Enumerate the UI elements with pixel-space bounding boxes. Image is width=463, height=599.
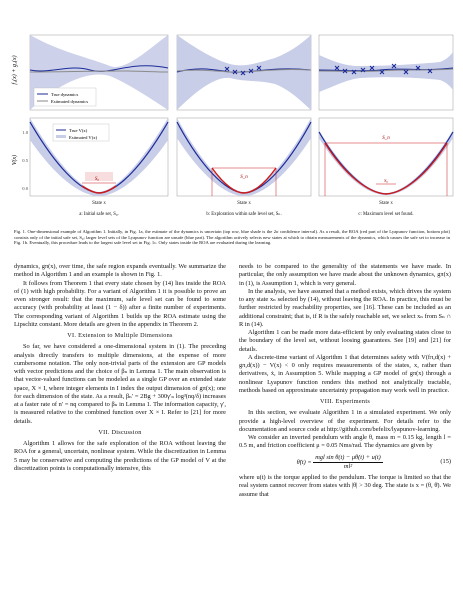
ytick: 0.5 [22, 158, 28, 163]
equation-denominator: ml² [343, 462, 353, 470]
xlabel-b: State x [237, 201, 251, 206]
equation-fraction [313, 454, 383, 472]
paragraph: In the analysis, we have assumed that a method exists, which drives the system to any state xₙ selected by (14), without leaving the ROA. In practice, this must be further restricted by reachability properties, see [16]. These can be included as an additional constraint; that is, if R is the safely reachable set, we select xₙ from Sₙ ∩ R in (14). [239, 287, 451, 328]
set-label-s0-c: S₀ [384, 178, 388, 183]
panel-c-dynamics [319, 35, 453, 110]
subcaption-c: c: Maximum level set found. [358, 212, 414, 217]
subcaption-a: a: Initial safe set, S₀. [79, 212, 119, 217]
paragraph: Algorithm 1 allows for the safe exploration of the ROA without leaving the ROA for a general, uncertain, nonlinear system. While the discretization in Lemma 5 may be conservative and computing the predictions of the GP model of V at the discretization points is computationally intensive, this [14, 440, 226, 472]
section-heading: VI. Extension to Multiple Dimensions [67, 332, 173, 339]
figure-1 [0, 0, 463, 228]
xlabel-a: State x [92, 201, 106, 206]
equation-number: (15) [440, 458, 451, 466]
paragraph: needs to be compared to the generality of the statements we have made. In particular, the only assumption we have made about the unknown dynamics, gπ(x) in (1), is Assumption 1, which is very general. [239, 263, 451, 287]
panel-c-lyapunov [319, 118, 453, 196]
bottom-row-ylabel: V(x) [12, 154, 18, 166]
subcaption-b: b: Exploration within safe level set, Sₙ. [206, 212, 282, 217]
panel-b-lyapunov [177, 118, 311, 196]
ytick: 0.0 [22, 186, 28, 191]
set-label-sn-b: S_n [240, 175, 248, 180]
paragraph: dynamics, gπ(x), over time, the safe region expands eventually. We summarize the method in Algorithm 1 and an example is shown in Fig. 1. [14, 263, 226, 279]
equation-15 [239, 454, 451, 472]
figure-caption: Fig. 1. One-dimensional example of Algorithm 1. Initially, in Fig. 1a, the estimate of the dynamics is uncertain (top row, blue shade is the 2σ confidence interval). As a result, the ROA (red part of the Lyapunov function, bottom plot) consists only of the initial safe set, S₀; larger level sets of the Lyapunov function are unsafe (blue part). The algorithm actively selects new states at which to obtain measurements of the dynamics, which causes the safe set to increase in Fig. 1b. Eventually, this procedure leads to the largest safe level set in Fig. 1c. Only states inside the ROA are evaluated during the learning. [14, 229, 450, 246]
panel-a-dynamics [30, 35, 168, 110]
paragraph: We consider an inverted pendulum with angle θ, mass m = 0.15 kg, length l = 0.5 m, and friction coefficient μ = 0.05 Nms/rad. The dynamics are given by [239, 434, 451, 450]
left-column [14, 263, 226, 473]
paragraph: In this section, we evaluate Algorithm 1 in a simulated experiment. We only provide a high-level overview of the experiment. For details refer to the documentation and source code at http://github.com/befelix/lyapunov-learning. [239, 409, 451, 433]
equation-lhs: θ̈(t) = [296, 458, 312, 466]
ytick: 1.0 [22, 130, 28, 135]
legend-true-v: True V(x) [69, 128, 88, 133]
legend-estimated-v: Estimated V(x) [69, 135, 98, 140]
panel-b-dynamics [177, 35, 311, 110]
legend-top [34, 88, 96, 106]
paragraph: Algorithm 1 can be made more data-efficient by only evaluating states close to the boundary of the level set, without loosing guarantees. See [19] and [21] for details. [239, 329, 451, 353]
paragraph: where u(t) is the torque applied to the pendulum. The torque is limited so that the real system cannot recover from states with |θ| > 30 deg. The state is x = (θ, θ̇). We assume that [239, 474, 451, 498]
legend-true-dynamics: True dynamics [51, 92, 79, 97]
set-label-sn-c: S_n [382, 136, 390, 141]
legend-bottom [53, 124, 109, 141]
legend-estimated-dynamics: Estimated dynamics [51, 99, 89, 104]
paragraph: So far, we have considered a one-dimensional system in (1). The preceding analysis directly transfers to multiple dimensions, at the expense of more cumbersome notation. The only non-trivial parts of the extension are GP models with vector predictions and the choice of βₙ in Lemma 1. The main observation is that vector-valued functions can be modeled as a single GP over an extended state space, X × I, where integer elements in I index the output dimension of gπ(x); one for each dimension of the state. As a result, βₙ′ = 2Bg + 300γ′ₙ log³(nq/δ) increases at a faster rate of n′ = nq compared to βₙ in Lemma 1. The information capacity, γ′, is measured relative to the combined function over X × I. Refer to [21] for more details. [14, 343, 226, 425]
paragraph: A discrete-time variant of Algorithm 1 that determines safety with V(fπ,d(x) + gπ,d(x)) − V(x) < 0 only requires measurements of the states, x, rather than derivatives, ẋ, in Assumption 5. While mapping a GP model of gπ(x) through a nonlinear Lyapunov function renders this method not analytically tractable, methods based on approximate uncertainty propagation may work well in practice. [239, 353, 451, 394]
set-label-s0-a: S₀ [94, 177, 100, 182]
section-heading: VII. Discussion [98, 428, 142, 436]
paragraph: It follows from Theorem 1 that every state chosen by (14) lies inside the ROA of (1) with high probability. For a variant of Algorithm 1 it is possible to prove an even stronger result: that the maximum, safe level set can be found to some accuracy (with probability at least (1 − δ)) after a finite number of experiments. The corresponding variant of Algorithm 1 builds up the ROA estimate using the Lipschitz constant. More details are given in the appendix in Theorem 2. [14, 279, 226, 328]
section-heading: VIII. Experiments [319, 398, 371, 405]
panel-a-lyapunov [30, 118, 168, 196]
equation-numerator: mgl sin θ(t) − μθ̇(t) + u(t) [313, 454, 383, 463]
top-row-ylabel: f₁(x) + g₁(x) [12, 55, 18, 85]
xlabel-c: State x [379, 201, 393, 206]
right-column [239, 263, 451, 499]
